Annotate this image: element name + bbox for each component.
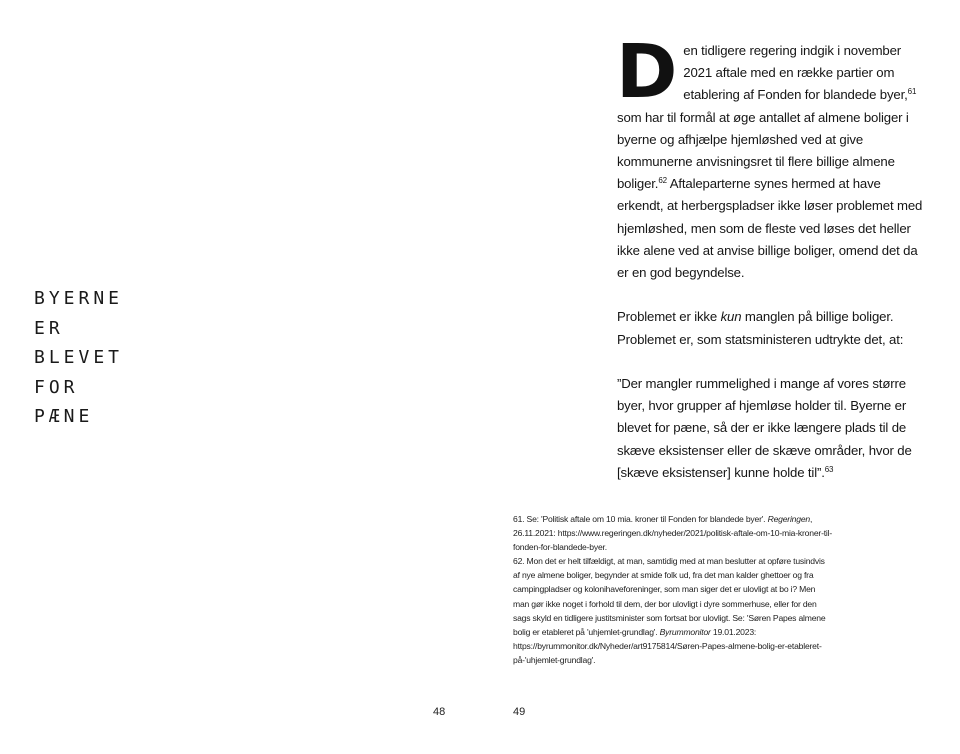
footnote-ref-61[interactable]: 61 bbox=[907, 87, 917, 97]
paragraph-text: en tidligere regering indgik i november 2021 aftale med en række partier om etablering af Fonden for blandede byer, bbox=[683, 43, 908, 103]
paragraph-intro bbox=[616, 29, 929, 284]
title-line: BLEVET bbox=[34, 347, 124, 368]
paragraph-problem bbox=[617, 306, 929, 350]
footnote-source: Byrummonitor bbox=[659, 626, 711, 637]
page-number-right: 49 bbox=[513, 706, 526, 718]
footnotes bbox=[513, 512, 833, 667]
footnote-text: 61. Se: 'Politisk aftale om 10 mia. kroner til Fonden for blandede byer'. bbox=[513, 514, 768, 524]
title-line: FOR bbox=[34, 376, 79, 398]
emphasis: kun bbox=[720, 309, 742, 325]
quote-text: ”Der mangler rummelighed i mange af vores større byer, hvor grupper af hjemløse holder til. Byerne er blevet for pæne, så der er ikke længere plads til de skæve eksistenser eller de skæve områder, hvor de [skæve eksistenser] kunne holde til”. bbox=[617, 376, 912, 480]
footnote-text: 19.01.2023: https://byrummonitor.dk/Nyheder/art9175814/Søren-Papes-almene-bolig-er-etableret-på-'uhjemlet-grundlag'. bbox=[513, 626, 822, 665]
footnote-text: 62. Mon det er helt tilfældigt, at man, samtidig med at man beslutter at opføre tusindvis af nye almene boliger, begynder at smide folk ud, fra det man kalder ghettoer og fra campingpladser og kolonihaveforeninger, som man siger det er ulovligt at bo i? Men man gør ikke noget i forhold til dem, der bor ulovligt i dyre sommerhuse, eller for den sags skyld en tidligere justitsminister som fortsat bor ulovligt. Se: 'Søren Papes almene bolig er etableret på 'uhjemlet-grundlag'. bbox=[513, 556, 826, 637]
right-page bbox=[480, 0, 960, 754]
chapter-title bbox=[34, 284, 123, 432]
paragraph-text: Problemet er ikke bbox=[617, 309, 721, 325]
title-line: PÆNE bbox=[34, 406, 94, 427]
footnote-text: , 26.11.2021: https://www.regeringen.dk/nyheder/2021/politisk-aftale-om-10-mia-kroner-til-fonden-for-blandede-byer. bbox=[513, 514, 832, 553]
paragraph-text: manglen på billige boliger. Problemet er, som statsministeren udtrykte det, at: bbox=[617, 309, 904, 347]
footnote-62 bbox=[513, 554, 833, 667]
footnote-ref-63[interactable]: 63 bbox=[824, 464, 834, 474]
paragraph-text: som har til formål at øge antallet af almene boliger i byerne og afhjælpe hjemløshed ved at give kommunerne anvisningsret til flere billige almene boliger. bbox=[617, 109, 909, 192]
footnote-61 bbox=[513, 512, 833, 554]
paragraph-text: Aftaleparterne synes hermed at have erkendt, at herbergspladser ikke løser problemet med hjemløshed, men som de fleste ved løses det heller ikke alene ved at anvise billige boliger, omend det da er en god begyndelse. bbox=[617, 176, 923, 281]
title-line: ER bbox=[34, 317, 64, 339]
footnote-source: Regeringen bbox=[767, 514, 810, 524]
drop-cap: D bbox=[616, 29, 678, 115]
footnote-ref-62[interactable]: 62 bbox=[658, 176, 667, 186]
body-text bbox=[616, 29, 929, 506]
title-line: BYERNE bbox=[34, 288, 124, 309]
quote-paragraph bbox=[617, 373, 929, 484]
page-number-left: 48 bbox=[433, 706, 446, 718]
